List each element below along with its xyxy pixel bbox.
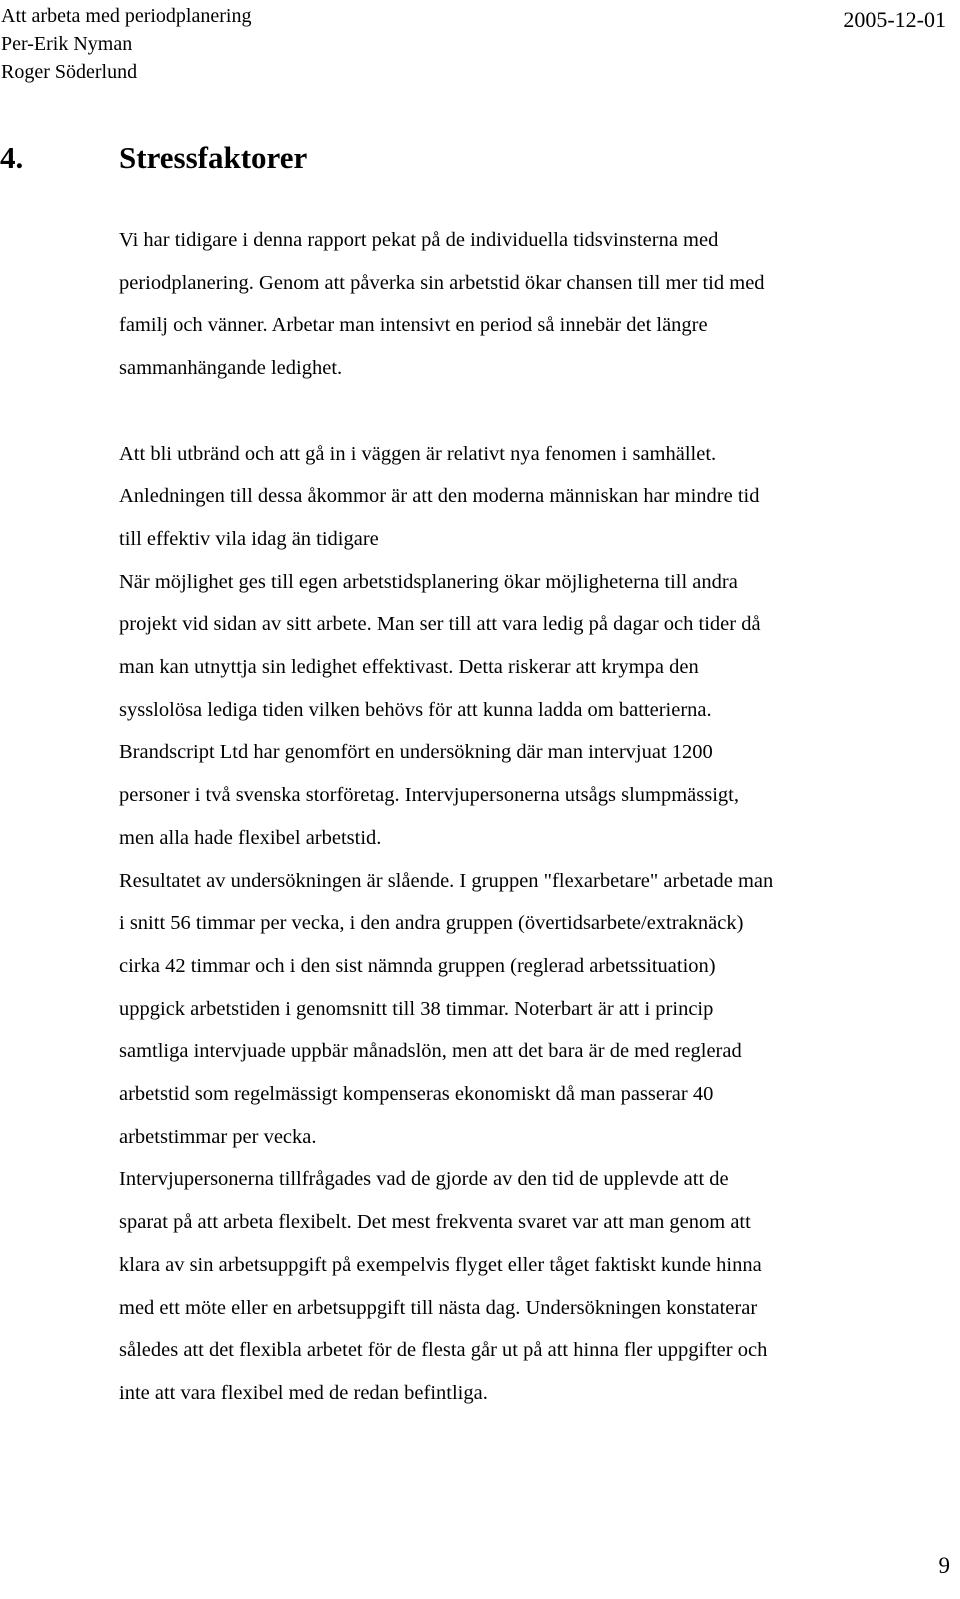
text-line: periodplanering. Genom att påverka sin arbetstid ökar chansen till mer tid med <box>119 271 765 294</box>
section-title: Stressfaktorer <box>119 140 308 175</box>
header-author-2: Roger Söderlund <box>1 61 138 83</box>
document-header <box>1 2 251 86</box>
text-line: man kan utnyttja sin ledighet effektivast. Detta riskerar att krympa den <box>119 656 699 679</box>
text-line: Intervjupersonerna tillfrågades vad de gjorde av den tid de upplevde att de <box>119 1168 729 1191</box>
text-line: till effektiv vila idag än tidigare <box>119 527 379 550</box>
text-line: När möjlighet ges till egen arbetstidsplanering ökar möjligheterna till andra <box>119 570 738 593</box>
body-text <box>119 219 944 1415</box>
text-line: projekt vid sidan av sitt arbete. Man ser till att vara ledig på dagar och tider då <box>119 613 761 636</box>
text-line: personer i två svenska storföretag. Intervjupersonerna utsågs slumpmässigt, <box>119 784 739 807</box>
text-line: inte att vara flexibel med de redan befintliga. <box>119 1381 488 1404</box>
page-number: 9 <box>938 1553 950 1578</box>
text-line: med ett möte eller en arbetsuppgift till nästa dag. Undersökningen konstaterar <box>119 1296 758 1319</box>
text-line: Att bli utbränd och att gå in i väggen är relativt nya fenomen i samhället. <box>119 442 717 465</box>
header-date: 2005-12-01 <box>843 7 946 32</box>
text-line: Vi har tidigare i denna rapport pekat på de individuella tidsvinsterna med <box>119 229 719 251</box>
text-line: cirka 42 timmar och i den sist nämnda gruppen (reglerad arbetssituation) <box>119 954 716 977</box>
text-line: samtliga intervjuade uppbär månadslön, men att det bara är de med reglerad <box>119 1040 742 1063</box>
paragraph-gap <box>119 390 944 433</box>
header-author-1: Per-Erik Nyman <box>1 33 133 55</box>
text-line: sparat på att arbeta flexibelt. Det mest frekventa svaret var att man genom att <box>119 1211 751 1234</box>
text-line: sammanhängande ledighet. <box>119 357 343 380</box>
text-line: men alla hade flexibel arbetstid. <box>119 826 382 849</box>
text-line: familj och vänner. Arbetar man intensivt en period så innebär det längre <box>119 314 708 337</box>
header-title: Att arbeta med periodplanering <box>1 5 252 27</box>
text-line: således att det flexibla arbetet för de flesta går ut på att hinna fler uppgifter och <box>119 1339 768 1362</box>
text-line: Resultatet av undersökningen är slående. I gruppen "flexarbetare" arbetade man <box>119 869 774 892</box>
section-heading <box>0 138 940 178</box>
text-line: uppgick arbetstiden i genomsnitt till 38 timmar. Noterbart är att i princip <box>119 997 714 1020</box>
section-number: 4. <box>0 140 24 175</box>
text-line: klara av sin arbetsuppgift på exempelvis flyget eller tåget faktiskt kunde hinna <box>119 1253 762 1276</box>
text-line: Anledningen till dessa åkommor är att den moderna människan har mindre tid <box>119 485 760 508</box>
text-line: arbetstimmar per vecka. <box>119 1125 317 1148</box>
text-line: Brandscript Ltd har genomfört en undersökning där man intervjuat 1200 <box>119 741 713 764</box>
text-line: i snitt 56 timmar per vecka, i den andra gruppen (övertidsarbete/extraknäck) <box>119 912 744 935</box>
text-line: sysslolösa lediga tiden vilken behövs för att kunna ladda om batterierna. <box>119 698 712 721</box>
text-line: arbetstid som regelmässigt kompenseras ekonomiskt då man passerar 40 <box>119 1083 714 1106</box>
